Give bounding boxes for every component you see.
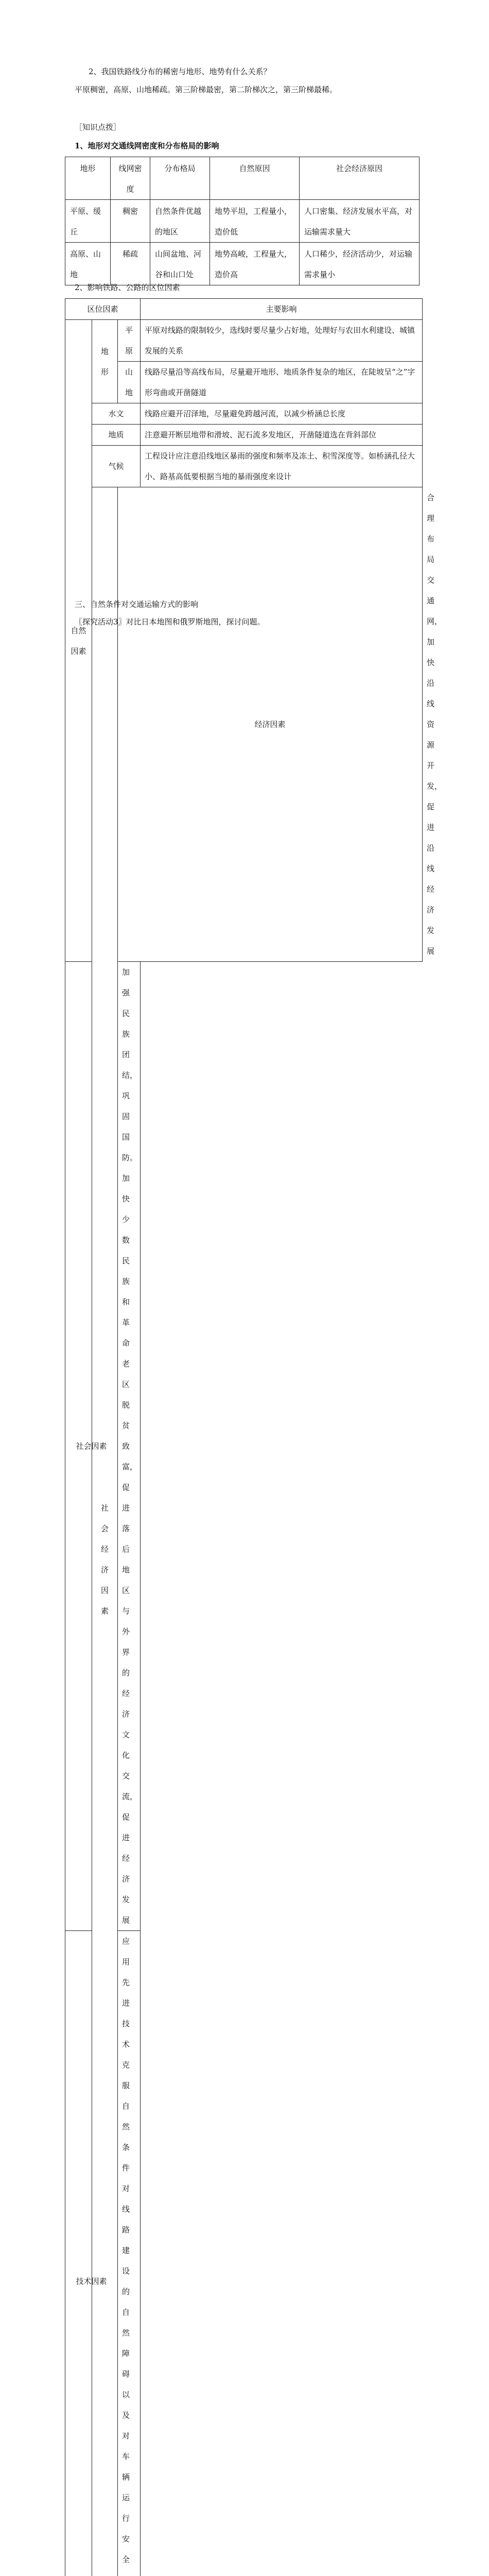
question-2: 2、我国铁路线分布的稀密与地形、地势有什么关系？ [89,66,271,77]
climate-effect: 工程设计应注意沿线地区暴雨的强度和频率及冻土、积雪深度等。如桥涵孔径大小、路基高低要根据当地的暴雨强度来设计 [141,446,423,487]
cell-terrain: 平原、缓丘 [65,200,111,243]
table-header-row [65,157,420,200]
location-factors-table: 区位因素 主要影响 自然因素 地形 平原 平原对线路的限制较少，选线时要尽量少占好地，处理好与农田水利建设、城镇发展的关系 山地 线路尽量沿等高线布局，尽量避开地形、地质条件复杂的地区，在陡坡呈“之”字形弯曲或开凿隧道 水文 线路应避开沼泽地，尽量避免跨越河流，以减少桥涵总长度 地质 注意避开断层地带和滑坡、泥石流多发地区，开凿隧道选在背斜部位 气候 工程设计应注意沿线地区暴雨的强度和频率及冻土、积雪深度等。如桥涵孔径大小、路基高低要根据当地的暴雨强度来设计 社会经济因素 经济因素 合理布局交通网，加快沿线资源开发，促进沿线经济发展 社会因素 加强民族团结，巩固国防。加快少数民族和革命老区脱贫致富，促进落后地区与外界的经济文化交流，促进经济发展 技术因素 应用先进技术克服自然条件对线路建设的自然障碍以及对车辆运行安全 [65,298,423,2576]
cell-pattern: 自然条件优越的地区 [150,200,210,243]
header-pattern: 分布格局 [150,157,210,200]
cell-terrain: 高原、山地 [65,243,111,285]
table-row [65,200,420,243]
table-row [65,243,420,285]
hydrology-label: 水文 [92,403,141,425]
plain-label: 平原 [118,320,141,362]
header-density: 线网密度 [111,157,150,200]
activity-3: 〖探究活动3〗对比日本地图和俄罗斯地图，探讨问题。 [75,616,265,627]
cell-socio-reason: 人口密集、经济发展水平高，对运输需求量大 [300,200,420,243]
header-effect: 主要影响 [141,299,423,320]
cell-natural-reason: 地势高峻，工程量大，造价高 [210,243,300,285]
cell-density: 稀疏 [111,243,150,285]
point-1-title: 1、地形对交通线网密度和分布格局的影响 [75,140,219,151]
section-heading: ［知识点拨］ [75,122,121,132]
tech-effect: 应用先进技术克服自然条件对线路建设的自然障碍以及对车辆运行安全 [118,1931,141,2576]
header-factor: 区位因素 [65,299,141,320]
cell-socio-reason: 人口稀少，经济活动少，对运输需求量小 [300,243,420,285]
cell-pattern: 山间盆地、河谷和山口处 [150,243,210,285]
answer-2: 平原稠密，高原、山地稀疏。第三阶梯最密，第二阶梯次之，第三阶梯最稀。 [75,84,337,95]
terrain-effect-table [65,157,420,285]
terrain-label: 地形 [92,320,118,403]
header-socio-reason: 社会经济原因 [300,157,420,200]
social-label: 社会因素 [65,962,118,1931]
climate-label: 气候 [92,446,141,487]
tech-label: 技术因素 [65,1931,118,2576]
mountain-label: 山地 [118,362,141,403]
geology-label: 地质 [92,425,141,446]
cell-natural-reason: 地势平坦，工程量小，造价低 [210,200,300,243]
geology-effect: 注意避开断层地带和滑坡、泥石流多发地区，开凿隧道选在背斜部位 [141,425,423,446]
plain-effect: 平原对线路的限制较少，选线时要尽量少占好地，处理好与农田水利建设、城镇发展的关系 [141,320,423,362]
mountain-effect: 线路尽量沿等高线布局，尽量避开地形、地质条件复杂的地区，在陡坡呈“之”字形弯曲或开凿隧道 [141,362,423,403]
section-3-title: 三、自然条件对交通运输方式的影响 [75,599,198,609]
header-natural-reason: 自然原因 [210,157,300,200]
economic-label: 经济因素 [118,487,423,962]
natural-factors: 自然因素 [65,320,92,962]
social-effect: 加强民族团结，巩固国防。加快少数民族和革命老区脱贫致富，促进落后地区与外界的经济文化交流，促进经济发展 [118,962,141,1931]
point-2-title: 2、影响铁路、公路的区位因素 [75,282,180,293]
socio-economic-factors: 社会经济因素 [92,487,118,2576]
cell-density: 稠密 [111,200,150,243]
hydrology-effect: 线路应避开沼泽地，尽量避免跨越河流，以减少桥涵总长度 [141,403,423,425]
header-terrain: 地形 [65,157,111,200]
